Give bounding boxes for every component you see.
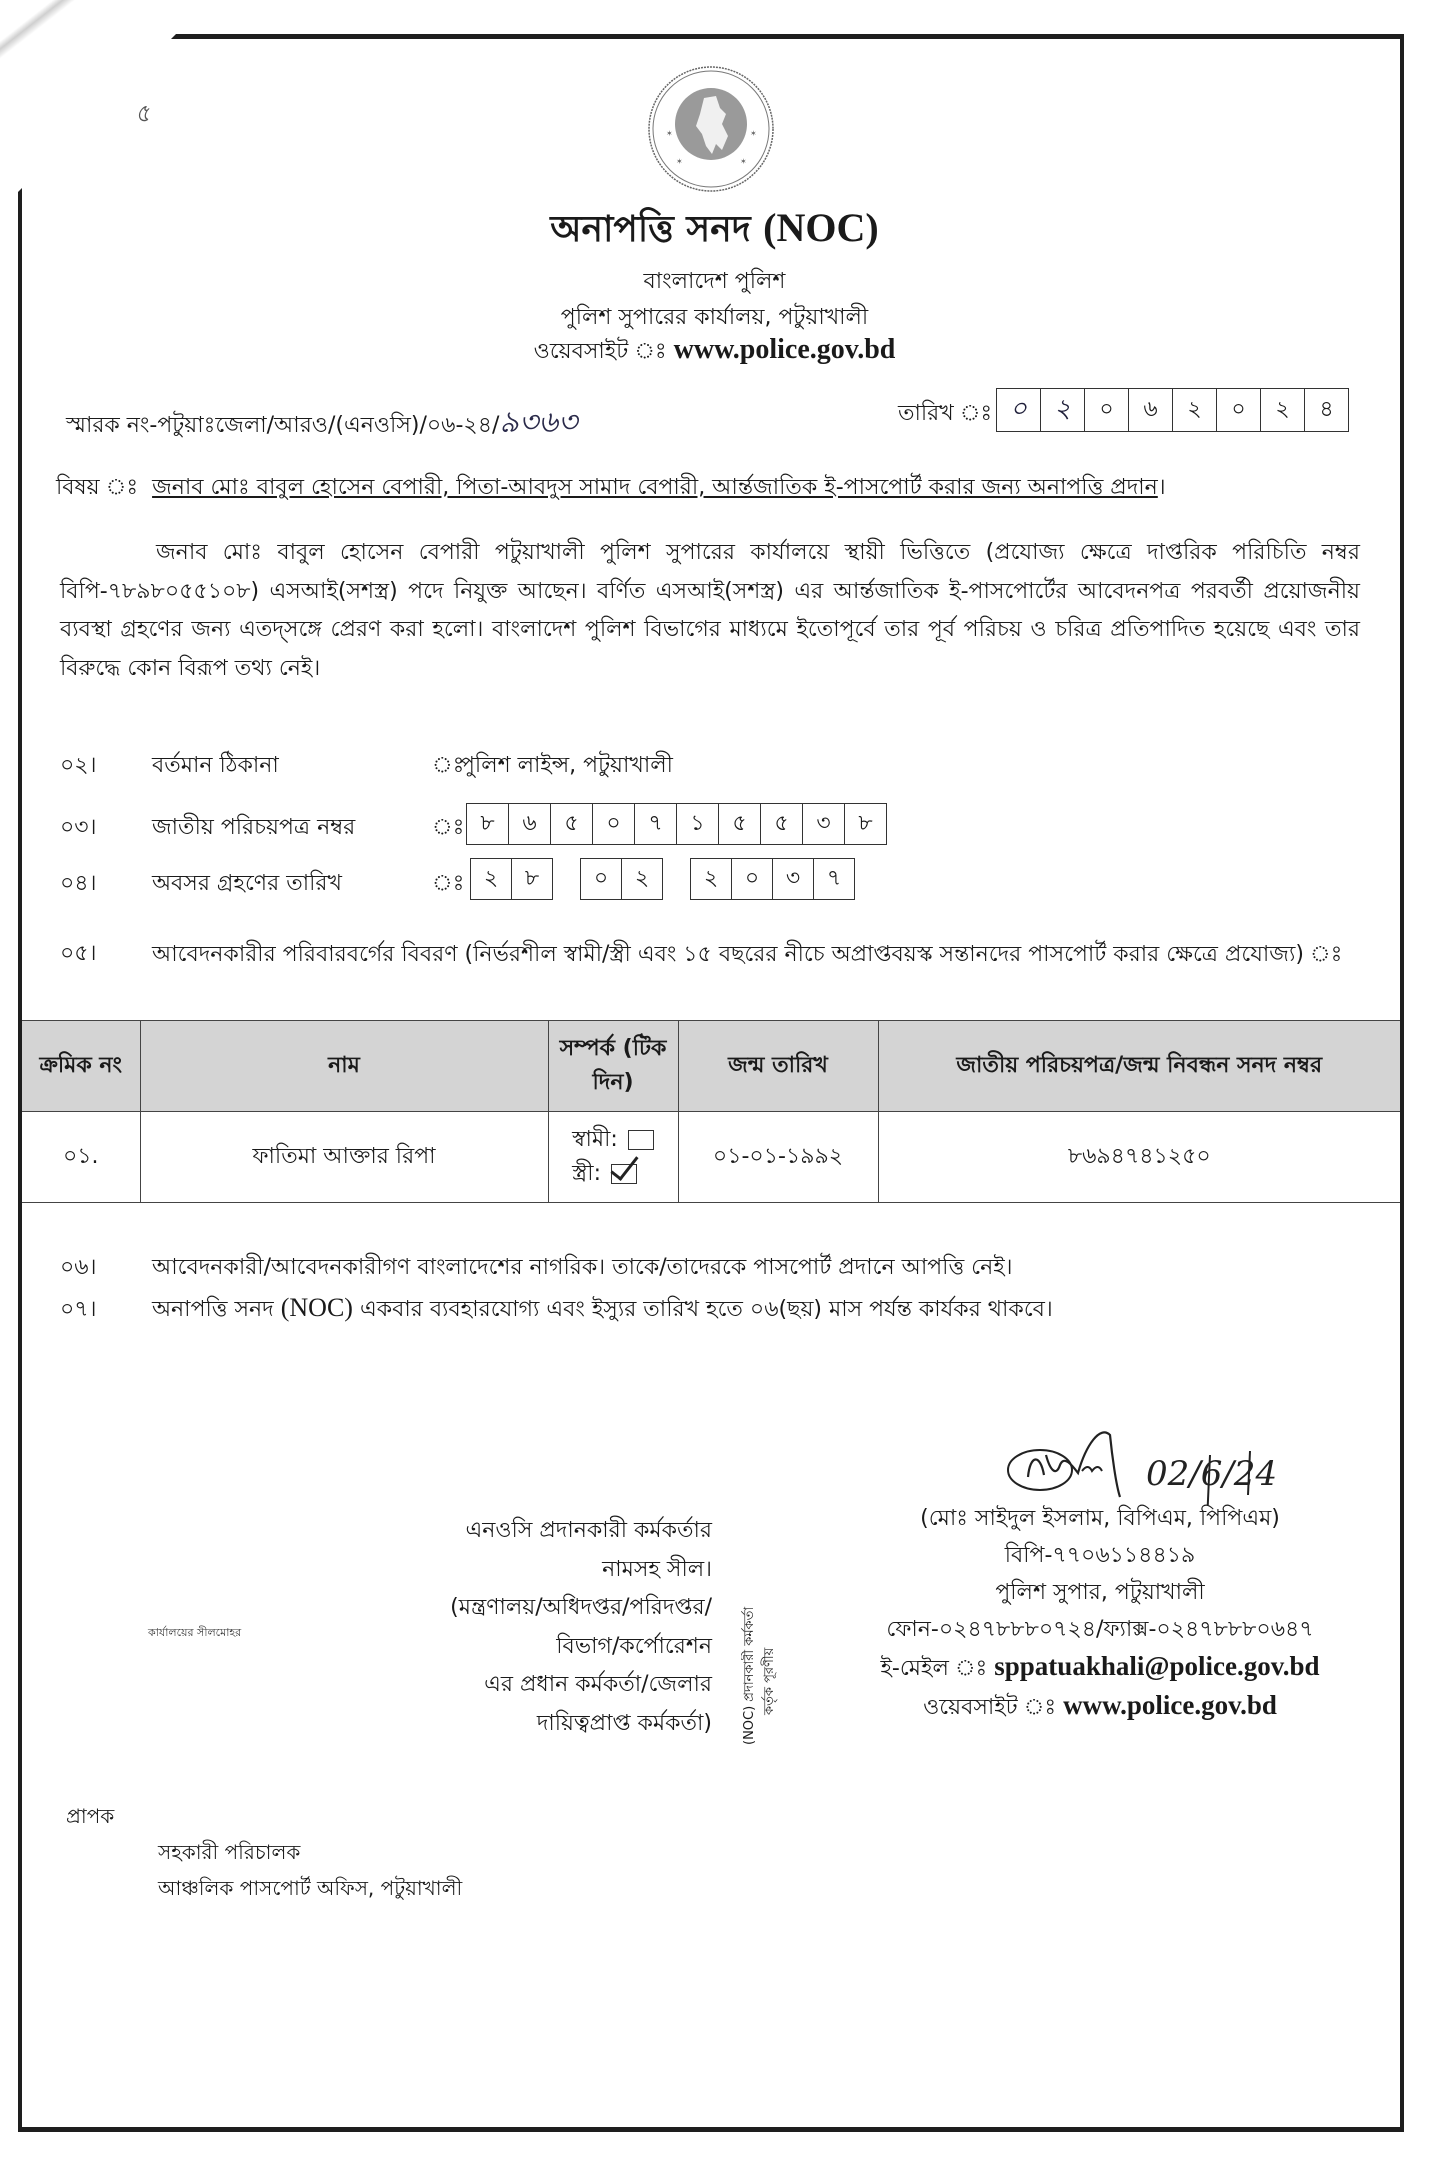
nid-digit: ৮ bbox=[467, 804, 509, 844]
date-digit: ০ bbox=[997, 389, 1041, 431]
nid-digit: ৬ bbox=[509, 804, 551, 844]
vertical-note bbox=[740, 1535, 780, 1745]
recipient-label: প্রাপক bbox=[66, 1804, 115, 1828]
date-digit: ২ bbox=[1041, 389, 1085, 431]
item-number: ০৩। bbox=[60, 815, 97, 840]
issuing-officer-line: এর প্রধান কর্মকর্তা/জেলার bbox=[484, 1672, 712, 1697]
header-org: বাংলাদেশ পুলিশ bbox=[643, 269, 786, 294]
signatory-email-line bbox=[830, 1648, 1370, 1687]
government-seal-icon bbox=[646, 64, 776, 194]
issuing-officer-line: এনওসি প্রদানকারী কর্মকর্তার bbox=[465, 1518, 712, 1543]
nid-digit: ৭ bbox=[635, 804, 677, 844]
issuing-officer-line: বিভাগ/কর্পোরেশন bbox=[556, 1633, 712, 1659]
email-link[interactable]: sppatuakhali@police.gov.bd bbox=[994, 1651, 1320, 1681]
issuing-officer-line: নামসহ সীল। bbox=[602, 1556, 712, 1582]
nid-digit: ৫ bbox=[761, 804, 803, 844]
clause-validity bbox=[152, 1292, 1053, 1329]
svg-text:✶: ✶ bbox=[740, 157, 747, 166]
signatory-website-line bbox=[830, 1687, 1370, 1726]
table-row bbox=[22, 1112, 1400, 1203]
website-link[interactable]: www.police.gov.bd bbox=[673, 334, 896, 365]
column-header-name: নাম bbox=[140, 1021, 548, 1112]
retirement-digit: ০ bbox=[581, 859, 622, 899]
item-number: ০২। bbox=[60, 753, 97, 778]
retirement-day-boxes bbox=[470, 858, 553, 900]
date-digit: ২ bbox=[1173, 389, 1217, 431]
item-number: ০৬। bbox=[60, 1255, 97, 1280]
recipient-office: আঞ্চলিক পাসপোর্ট অফিস, পটুয়াখালী bbox=[158, 1876, 463, 1900]
date-digit: ৬ bbox=[1129, 389, 1173, 431]
signatory-name: (মোঃ সাইদুল ইসলাম, বিপিএম, পিপিএম) bbox=[920, 1506, 1280, 1531]
relation-husband-label: স্বামী: bbox=[572, 1127, 618, 1152]
nid-digit: ১ bbox=[677, 804, 719, 844]
title-noc: (NOC) bbox=[763, 205, 879, 250]
office-seal-label: কার্যালয়ের সীলমোহর bbox=[148, 1626, 242, 1639]
page-number-mark: ৫ bbox=[131, 98, 154, 130]
nid-digit: ৫ bbox=[551, 804, 593, 844]
relation-wife-label: স্ত্রী: bbox=[572, 1161, 601, 1186]
signatory-phone-fax: ফোন-০২৪৭৮৮৮০৭২৪/ফ্যাক্স-০২৪৭৮৮৮০৬৪৭ bbox=[886, 1617, 1314, 1642]
table-header-row bbox=[22, 1021, 1400, 1112]
retirement-digit: ২ bbox=[691, 859, 732, 899]
nid-boxes bbox=[466, 803, 887, 845]
date-digit: ০ bbox=[1085, 389, 1129, 431]
cell-name: ফাতিমা আক্তার রিপা bbox=[140, 1112, 548, 1203]
column-header-dob: জন্ম তারিখ bbox=[678, 1021, 878, 1112]
family-description: আবেদনকারীর পরিবারবর্গের বিবরণ (নির্ভরশীল স্বামী/স্ত্রী এবং ১৫ বছরের নীচে অপ্রাপ্তবয়স্ক সন্তানদের পাসপোর্ট করার ক্ষেত্রে প্রযোজ্য) ঃ bbox=[152, 942, 1343, 967]
subject-text: জনাব মোঃ বাবুল হোসেন বেপারী, পিতা-আবদুস সামাদ বেপারী, আর্ন্তজাতিক ই-পাসপোর্ট করার জন্য অনাপত্তি প্রদান bbox=[152, 475, 1158, 500]
clause-validity-noc: (NOC) bbox=[280, 1293, 353, 1322]
cell-relation bbox=[548, 1112, 678, 1203]
document-title bbox=[0, 202, 1429, 262]
subject-line bbox=[56, 470, 1166, 507]
retirement-digit: ৮ bbox=[524, 865, 540, 891]
address-colon: ঃ bbox=[432, 753, 465, 778]
recipient-title: সহকারী পরিচালক bbox=[158, 1840, 301, 1864]
item-number: ০৭। bbox=[60, 1297, 97, 1322]
website-link[interactable]: www.police.gov.bd bbox=[1063, 1690, 1277, 1720]
svg-text:✶: ✶ bbox=[750, 129, 757, 138]
signatory-designation: পুলিশ সুপার, পটুয়াখালী bbox=[995, 1580, 1205, 1605]
address-value: পুলিশ লাইন্স, পটুয়াখালী bbox=[460, 753, 673, 778]
retirement-label: অবসর গ্রহণের তারিখ bbox=[152, 871, 342, 896]
column-header-serial: ক্রমিক নং bbox=[22, 1021, 140, 1112]
item-number: ০৪। bbox=[60, 871, 97, 896]
retirement-digit: ২ bbox=[471, 859, 512, 899]
retirement-month-boxes bbox=[580, 858, 663, 900]
retirement-digit: ২ bbox=[634, 865, 650, 891]
retirement-digit: ৭ bbox=[826, 865, 842, 891]
svg-text:✶: ✶ bbox=[666, 129, 673, 138]
body-paragraph: জনাব মোঃ বাবুল হোসেন বেপারী পটুয়াখালী পুলিশ সুপারের কার্যালয়ে স্থায়ী ভিত্তিতে (প্রযোজ্য ক্ষেত্রে দাপ্তরিক পরিচিতি নম্বর বিপি-৭৮৯৮০৫৫১০৮) এসআই(সশস্ত্র) পদে নিযুক্ত আছেন। বর্ণিত এসআই(সশস্ত্র) এর আর্ন্তজাতিক ই-পাসপোর্টের আবেদনপত্র পরবর্তী প্রয়োজনীয় ব্যবস্থা গ্রহণের জন্য এতদ্‌সঙ্গে প্রেরণ করা হলো। বাংলাদেশ পুলিশ বিভাগের মাধ্যমে ইতোপূর্বে তার পূর্ব পরিচয় ও চরিত্র প্রতিপাদিত হয়েছে এবং তার বিরুদ্ধে কোন বিরূপ তথ্য নেই। bbox=[60, 540, 1360, 681]
retirement-colon: ঃ bbox=[432, 871, 465, 896]
retirement-digit: ০ bbox=[732, 859, 773, 899]
issuing-officer-block bbox=[390, 1512, 712, 1743]
clause-validity-part2: একবার ব্যবহারযোগ্য এবং ইস্যুর তারিখ হতে ০৬(ছয়) মাস পর্যন্ত কার্যকর থাকবে। bbox=[359, 1297, 1053, 1322]
memo-number bbox=[66, 398, 577, 449]
memo-label: স্মারক নং-পটুয়াঃজেলা/আরও/(এনওসি)/০৬-২৪/ bbox=[66, 413, 500, 438]
nid-digit: ৮ bbox=[858, 810, 873, 836]
recipient-block bbox=[66, 1798, 462, 1906]
vertical-note-line1: (NOC) প্রদানকারী কর্মকর্তা bbox=[742, 1606, 757, 1745]
date-digit: ০ bbox=[1217, 389, 1261, 431]
memo-handwritten-number: ৯৩৬৩ bbox=[499, 405, 578, 440]
header-website-line bbox=[0, 334, 1429, 371]
vertical-note-line2: কর্তৃক পূরণীয় bbox=[762, 1647, 777, 1715]
nid-colon: ঃ bbox=[432, 815, 465, 840]
svg-text:✶: ✶ bbox=[676, 157, 683, 166]
nid-digit: ৩ bbox=[803, 804, 845, 844]
nid-digit: ০ bbox=[593, 804, 635, 844]
issuing-officer-line: দায়িত্বপ্রাপ্ত কর্মকর্তা) bbox=[536, 1710, 712, 1736]
email-label: ই-মেইল ঃ bbox=[880, 1656, 988, 1681]
handwritten-signature bbox=[1000, 1415, 1340, 1505]
subject-label: বিষয় ঃ bbox=[56, 475, 139, 500]
family-table bbox=[22, 1020, 1400, 1203]
clause-citizenship: আবেদনকারী/আবেদনকারীগণ বাংলাদেশের নাগরিক। তাকে/তাদেরকে পাসপোর্ট প্রদানে আপত্তি নেই। bbox=[152, 1255, 1013, 1280]
title-bangla: অনাপত্তি সনদ bbox=[550, 209, 751, 250]
cell-dob: ০১-০১-১৯৯২ bbox=[678, 1112, 878, 1203]
issuing-officer-line: (মন্ত্রণালয়/অধিদপ্তর/পরিদপ্তর/ bbox=[450, 1595, 712, 1620]
subject-end: । bbox=[1157, 475, 1166, 500]
nid-label: জাতীয় পরিচয়পত্র নম্বর bbox=[152, 815, 356, 840]
date-digit: ২ bbox=[1261, 389, 1305, 431]
nid-digit: ৫ bbox=[719, 804, 761, 844]
retirement-digit: ৩ bbox=[773, 859, 814, 899]
husband-checkbox[interactable] bbox=[628, 1130, 654, 1150]
date-boxes bbox=[996, 388, 1349, 432]
header-office: পুলিশ সুপারের কার্যালয়, পটুয়াখালী bbox=[560, 305, 869, 330]
wife-checkbox[interactable] bbox=[611, 1164, 637, 1184]
date-label: তারিখ ঃ bbox=[898, 401, 993, 426]
address-label: বর্তমান ঠিকানা bbox=[152, 753, 279, 778]
website-label: ওয়েবসাইট ঃ bbox=[923, 1695, 1057, 1720]
signatory-block bbox=[830, 1500, 1370, 1726]
cell-serial: ০১. bbox=[22, 1112, 140, 1203]
signature-date: 02/6/24 bbox=[1146, 1454, 1278, 1494]
clause-validity-part1: অনাপত্তি সনদ bbox=[152, 1297, 274, 1322]
signatory-bp-number: বিপি-৭৭০৬১১৪৪১৯ bbox=[1004, 1543, 1196, 1568]
retirement-year-boxes bbox=[690, 858, 855, 900]
cell-id-number: ৮৬৯৪৭৪১২৫০ bbox=[878, 1112, 1400, 1203]
column-header-relation: সম্পর্ক (টিক দিন) bbox=[548, 1021, 678, 1112]
column-header-id-number: জাতীয় পরিচয়পত্র/জন্ম নিবন্ধন সনদ নম্বর bbox=[878, 1021, 1400, 1112]
website-label: ওয়েবসাইট ঃ bbox=[533, 339, 667, 364]
date-digit: ৪ bbox=[1319, 396, 1334, 422]
item-number: ০৫। bbox=[60, 941, 97, 966]
